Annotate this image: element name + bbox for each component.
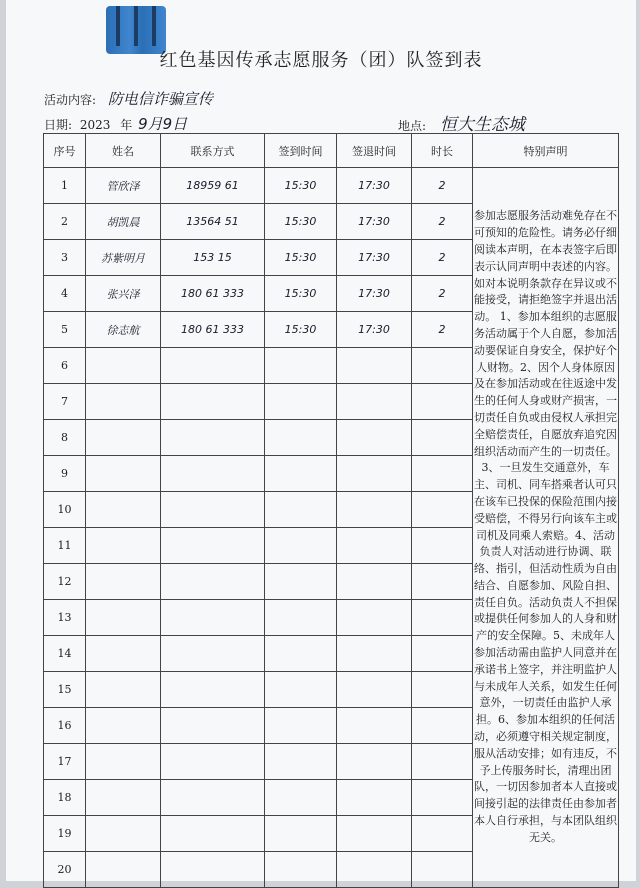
sign-in-sheet [6,0,636,881]
duration-cell [412,852,473,888]
phone-cell: 153 15 [161,240,265,276]
row-number: 14 [44,636,86,672]
sign-out-cell: 17:30 [337,312,412,348]
phone-cell: 13564 51 [161,204,265,240]
duration-cell [412,708,473,744]
duration-cell: 2 [412,204,473,240]
phone-cell [161,600,265,636]
duration-cell: 2 [412,168,473,204]
phone-cell: 18959 61 [161,168,265,204]
sign-out-cell [337,852,412,888]
sign-in-cell [265,672,337,708]
sign-in-cell [265,744,337,780]
name-cell [86,492,161,528]
phone-cell [161,672,265,708]
header-cell: 序号 [44,134,86,168]
phone-cell: 180 61 333 [161,312,265,348]
duration-cell [412,816,473,852]
sign-out-cell [337,348,412,384]
row-number: 12 [44,564,86,600]
sign-out-cell [337,636,412,672]
row-number: 18 [44,780,86,816]
duration-cell [412,744,473,780]
row-number: 20 [44,852,86,888]
sign-out-cell: 17:30 [337,168,412,204]
sign-in-cell [265,780,337,816]
duration-cell [412,492,473,528]
phone-cell [161,456,265,492]
sign-in-cell [265,600,337,636]
date-year-unit: 年 [120,118,133,132]
name-cell [86,348,161,384]
name-cell: 管欣泽 [86,168,161,204]
duration-cell [412,780,473,816]
duration-cell [412,636,473,672]
row-number: 15 [44,672,86,708]
phone-cell [161,816,265,852]
name-cell [86,420,161,456]
header-cell: 姓名 [86,134,161,168]
sign-out-cell [337,600,412,636]
name-cell [86,816,161,852]
sign-in-cell [265,384,337,420]
duration-cell [412,600,473,636]
sign-out-cell [337,708,412,744]
duration-cell [412,348,473,384]
row-number: 13 [44,600,86,636]
phone-cell [161,384,265,420]
row-number: 19 [44,816,86,852]
sign-in-cell [265,348,337,384]
sign-out-cell: 17:30 [337,240,412,276]
sign-in-cell [265,816,337,852]
name-cell [86,600,161,636]
duration-cell: 2 [412,312,473,348]
name-cell [86,852,161,888]
row-number: 3 [44,240,86,276]
sign-out-cell [337,492,412,528]
date-year: 2023 [79,118,111,132]
declaration-text: 参加志愿服务活动难免存在不可预知的危险性。请务必仔细阅读本声明，在本表签字后即表示认同声明中表述的内容。如对本说明条款存在异议或不能接受，请拒绝签字并退出活动。 1、参加本组织的志愿服务活动属于个人自愿，参加活动要保证自身安全，保护好个人财物。2、因个人身体原因及在参加活动或在往返途中发生的任何人身或财产损害，一切责任自负或由侵权人承担完全赔偿责任，自愿放弃追究因组织活动而产生的一切责任。3、一旦发生交通意外，车主、司机、同车搭乘者认可只在该车已投保的保险范围内接受赔偿，不得另行向该车主或司机及同乘人索赔。4、活动负责人对活动进行协调、联络、指引，但活动性质为自由结合、自愿参加、风险自担、责任自负。活动负责人不担保或提供任何参加人的人身和财产的安全保障。5、未成年人参加活动需由监护人同意并在承诺书上签字，并注明监护人与未成年人关系，如发生任何意外，一切责任由监护人承担。6、参加本组织的任何活动，必须遵守相关规定制度，服从活动安排；如有违反，不予上传服务时长，清理出团队，一切因参加者本人直接或间接引起的法律责任由参加者本人自行承担，与本团队组织无关。 [473,168,619,888]
sign-out-cell: 17:30 [337,204,412,240]
row-number: 6 [44,348,86,384]
sign-in-cell: 15:30 [265,168,337,204]
phone-cell [161,780,265,816]
name-cell [86,708,161,744]
name-cell [86,780,161,816]
phone-cell [161,528,265,564]
location-value: 恒大生态城 [439,115,525,135]
sign-out-cell [337,528,412,564]
sign-in-cell [265,528,337,564]
header-cell: 联系方式 [161,134,265,168]
sign-out-cell [337,744,412,780]
phone-cell: 180 61 333 [161,276,265,312]
sign-in-cell [265,420,337,456]
header-cell: 签到时间 [265,134,337,168]
header-row [44,134,619,168]
phone-cell [161,420,265,456]
sign-out-cell [337,564,412,600]
row-number: 4 [44,276,86,312]
duration-cell [412,672,473,708]
date-value: 9月9日 [138,115,188,133]
sign-in-cell: 15:30 [265,312,337,348]
sign-out-cell [337,384,412,420]
name-cell [86,384,161,420]
sign-out-cell [337,456,412,492]
row-number: 17 [44,744,86,780]
row-number: 16 [44,708,86,744]
name-cell [86,564,161,600]
row-number: 10 [44,492,86,528]
sign-in-cell: 15:30 [265,240,337,276]
activity-line [44,88,213,109]
name-cell: 胡凯晨 [86,204,161,240]
date-line [44,113,187,134]
sign-out-cell [337,420,412,456]
phone-cell [161,636,265,672]
row-number: 9 [44,456,86,492]
sign-in-cell [265,708,337,744]
row-number: 8 [44,420,86,456]
sign-out-cell [337,780,412,816]
sign-in-cell: 15:30 [265,276,337,312]
duration-cell [412,420,473,456]
name-cell: 徐志航 [86,312,161,348]
location-line [398,110,525,135]
attendance-table [43,133,619,888]
sign-in-cell [265,564,337,600]
name-cell: 苏紫明月 [86,240,161,276]
phone-cell [161,492,265,528]
row-number: 1 [44,168,86,204]
sign-in-cell [265,492,337,528]
header-cell: 签退时间 [337,134,412,168]
row-number: 7 [44,384,86,420]
duration-cell [412,528,473,564]
sign-in-cell: 15:30 [265,204,337,240]
activity-label: 活动内容: [44,93,97,107]
name-cell [86,636,161,672]
name-cell [86,456,161,492]
name-cell [86,744,161,780]
name-cell [86,672,161,708]
activity-value: 防电信诈骗宣传 [107,90,213,108]
duration-cell: 2 [412,276,473,312]
phone-cell [161,348,265,384]
sign-out-cell: 17:30 [337,276,412,312]
sign-in-cell [265,852,337,888]
phone-cell [161,708,265,744]
phone-cell [161,852,265,888]
row-number: 11 [44,528,86,564]
sign-out-cell [337,816,412,852]
name-cell [86,528,161,564]
phone-cell [161,564,265,600]
sign-in-cell [265,636,337,672]
duration-cell [412,456,473,492]
phone-cell [161,744,265,780]
header-cell: 特别声明 [473,134,619,168]
duration-cell [412,384,473,420]
row-number: 5 [44,312,86,348]
duration-cell: 2 [412,240,473,276]
sheet-title: 红色基因传承志愿服务（团）队签到表 [159,50,483,71]
date-label: 日期: [44,118,73,132]
location-label: 地点: [398,119,427,133]
table-row [44,168,619,204]
sign-out-cell [337,672,412,708]
sign-in-cell [265,456,337,492]
header-cell: 时长 [412,134,473,168]
name-cell: 张兴泽 [86,276,161,312]
duration-cell [412,564,473,600]
row-number: 2 [44,204,86,240]
